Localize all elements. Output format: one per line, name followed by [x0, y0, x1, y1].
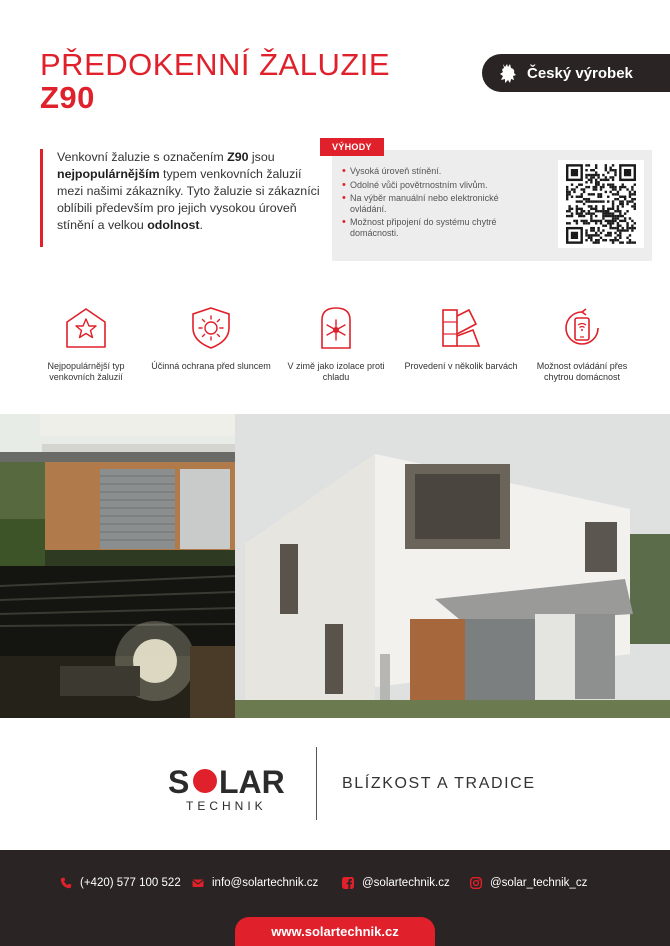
czech-product-badge	[482, 54, 670, 92]
title-line-2: Z90	[40, 80, 95, 115]
photo-modern-house	[235, 414, 670, 718]
intro-bold: odolnost	[147, 218, 200, 232]
contact-email[interactable]	[192, 877, 318, 889]
photo-house-terrace	[0, 414, 235, 566]
feature-item	[151, 306, 271, 372]
benefits-list	[342, 166, 537, 241]
snowflake-door-icon	[314, 306, 358, 350]
qr-code-icon	[566, 164, 636, 244]
logo-sun-o	[193, 769, 217, 793]
logo-letters-lar: LAR	[219, 764, 285, 800]
brand-divider	[316, 747, 317, 820]
feature-label: Provedení v několik barvách	[404, 361, 518, 371]
contact-row	[0, 877, 670, 893]
solar-technik-logo	[168, 764, 298, 814]
footer	[0, 850, 670, 946]
phone-icon	[60, 877, 72, 889]
feature-item	[276, 306, 396, 383]
intro-text: Venkovní žaluzie s označením	[57, 150, 228, 164]
photo-gallery	[0, 414, 670, 718]
features-row	[0, 306, 670, 386]
page-title	[40, 48, 390, 114]
intro-text: typem venkovních žaluzií mezi našimi zákazníky. Tyto žaluzie si zákazníci oblíbili především pro jejich vysokou úroveň stínění a velkou	[57, 167, 320, 232]
facebook-icon	[342, 877, 354, 889]
feature-label: Nejpopulárnější typ venkovních žaluzií	[47, 361, 125, 382]
badge-label: Český výrobek	[527, 64, 633, 82]
contact-email-text: info@solartechnik.cz	[212, 877, 319, 889]
feature-label: Možnost ovládání přes chytrou domácnost	[536, 361, 628, 382]
contact-instagram-text: @solar_technik_cz	[490, 877, 588, 889]
contact-instagram[interactable]	[470, 877, 587, 889]
feature-item	[26, 306, 146, 383]
envelope-icon	[192, 877, 204, 889]
benefits-tag: VÝHODY	[320, 138, 384, 156]
intro-text: .	[199, 218, 203, 232]
brand-slogan: BLÍZKOST A TRADICE	[342, 775, 536, 792]
benefit-item: • Na výběr manuální nebo elektronické ovládání.	[342, 193, 537, 214]
benefit-item: • Vysoká úroveň stínění.	[342, 166, 537, 177]
feature-label: Účinná ochrana před sluncem	[151, 361, 271, 371]
logo-subtitle: TECHNIK	[186, 799, 267, 813]
contact-phone[interactable]	[60, 877, 181, 889]
czech-lion-icon	[498, 62, 518, 84]
intro-paragraph	[40, 149, 325, 247]
photo-night-terrace	[0, 566, 235, 718]
logo-letter-s: S	[168, 764, 190, 800]
color-swatch-icon	[439, 306, 483, 350]
intro-bold: Z90	[227, 150, 249, 164]
contact-facebook[interactable]	[342, 877, 450, 889]
contact-facebook-text: @solartechnik.cz	[362, 877, 450, 889]
benefits-box	[332, 142, 652, 261]
feature-label: V zimě jako izolace proti chladu	[287, 361, 385, 382]
sun-shield-icon	[189, 306, 233, 350]
intro-bold: nejpopulárnějším	[57, 167, 160, 181]
instagram-icon	[470, 877, 482, 889]
star-house-icon	[64, 306, 108, 350]
title-line-1: PŘEDOKENNÍ ŽALUZIE	[40, 47, 391, 82]
website-link[interactable]: www.solartechnik.cz	[235, 917, 435, 946]
benefit-item: • Odolné vůči povětrnostním vlivům.	[342, 180, 537, 191]
smartphone-wifi-icon	[560, 306, 604, 350]
benefit-item: • Možnost připojení do systému chytré domácnosti.	[342, 217, 537, 238]
intro-text: jsou	[248, 150, 275, 164]
qr-code[interactable]	[558, 160, 644, 248]
feature-item	[401, 306, 521, 372]
contact-phone-text: (+420) 577 100 522	[80, 877, 181, 889]
feature-item	[522, 306, 642, 383]
